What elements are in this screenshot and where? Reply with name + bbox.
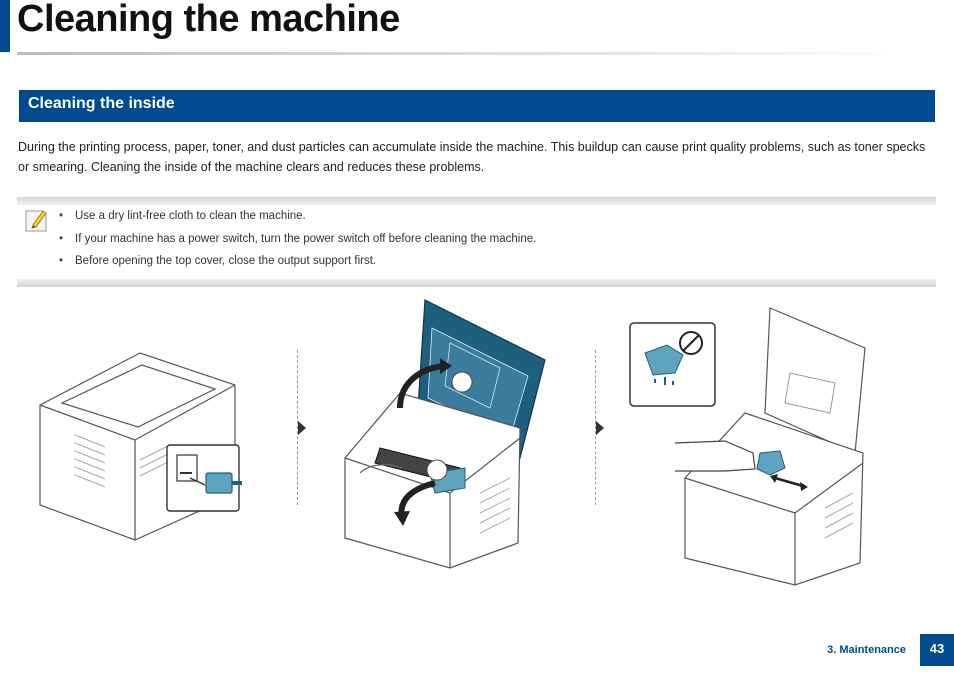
- illustration-unplug-printer: [30, 345, 245, 550]
- note-list: [57, 208, 536, 276]
- note-box: [17, 197, 936, 287]
- page-number: 43: [920, 634, 954, 666]
- list-item: • Use a dry lint-free cloth to clean the machine.: [57, 208, 536, 231]
- illustration-wipe-inside: [625, 303, 870, 593]
- step-arrow-icon: [298, 421, 306, 435]
- note-pencil-icon: [24, 207, 48, 233]
- title-accent-bar: [0, 0, 10, 52]
- list-item: • If your machine has a power switch, turn the power switch off before cleaning the machine.: [57, 231, 536, 254]
- footer-chapter: 3. Maintenance: [827, 644, 906, 656]
- section-header: [19, 90, 935, 122]
- page-title: Cleaning the machine: [17, 0, 400, 40]
- note-top-border: [17, 197, 936, 205]
- section-title: Cleaning the inside: [28, 95, 175, 112]
- intro-paragraph: During the printing process, paper, toner, and dust particles can accumulate inside the machine. This buildup can cause print quality problems, such as toner specks or smearing. Cleaning the inside of the machine clears and reduces these problems.: [18, 140, 926, 174]
- step-arrow-icon: [596, 421, 604, 435]
- list-item: • Before opening the top cover, close the output support first.: [57, 253, 536, 276]
- note-bottom-border: [17, 279, 936, 287]
- title-rule: [17, 52, 917, 55]
- illustration-remove-cartridge: [340, 298, 550, 578]
